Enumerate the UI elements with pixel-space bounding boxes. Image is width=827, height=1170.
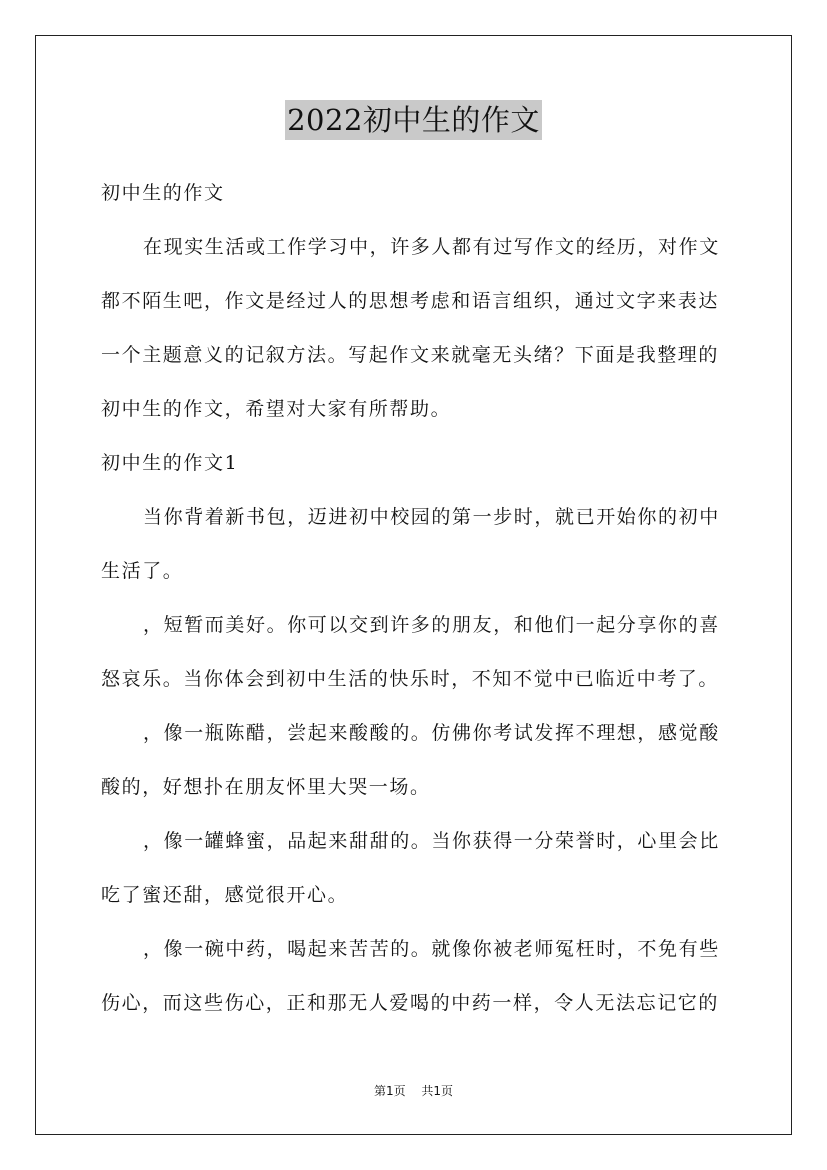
text-line: 初中生的作文，希望对大家有所帮助。 bbox=[101, 398, 452, 420]
text-line: 怒哀乐。当你体会到初中生活的快乐时，不知不觉中已临近中考了。 bbox=[101, 668, 720, 690]
text-line: ，像一碗中药，喝起来苦苦的。就像你被老师冤枉时，不免有些 bbox=[143, 938, 720, 960]
text-line: 生活了。 bbox=[101, 560, 184, 582]
text-line: 在现实生活或工作学习中，许多人都有过写作文的经历，对作文 bbox=[143, 236, 720, 258]
title-container bbox=[0, 100, 827, 140]
text-line: ，短暂而美好。你可以交到许多的朋友，和他们一起分享你的喜 bbox=[143, 614, 720, 636]
text-line: 都不陌生吧，作文是经过人的思想考虑和语言组织，通过文字来表达 bbox=[101, 290, 720, 312]
page-total: 共1页 bbox=[421, 1084, 454, 1098]
text-line: 初中生的作文 bbox=[101, 182, 225, 204]
text-line: 酸的，好想扑在朋友怀里大哭一场。 bbox=[101, 776, 431, 798]
document-title: 2022初中生的作文 bbox=[285, 100, 542, 140]
text-line: ，像一瓶陈醋，尝起来酸酸的。仿佛你考试发挥不理想，感觉酸 bbox=[143, 722, 720, 744]
text-line: 伤心，而这些伤心，正和那无人爱喝的中药一样，令人无法忘记它的 bbox=[101, 992, 720, 1014]
text-line: 一个主题意义的记叙方法。写起作文来就毫无头绪？下面是我整理的 bbox=[101, 344, 720, 366]
text-line: ，像一罐蜂蜜，品起来甜甜的。当你获得一分荣誉时，心里会比 bbox=[143, 830, 720, 852]
page-number: 第1页 bbox=[373, 1084, 406, 1098]
page-footer bbox=[0, 1082, 827, 1099]
document-body bbox=[101, 166, 727, 1030]
section-heading: 初中生的作文1 bbox=[101, 452, 239, 474]
text-line: 当你背着新书包，迈进初中校园的第一步时，就已开始你的初中 bbox=[143, 506, 720, 528]
text-line: 吃了蜜还甜，感觉很开心。 bbox=[101, 884, 349, 906]
